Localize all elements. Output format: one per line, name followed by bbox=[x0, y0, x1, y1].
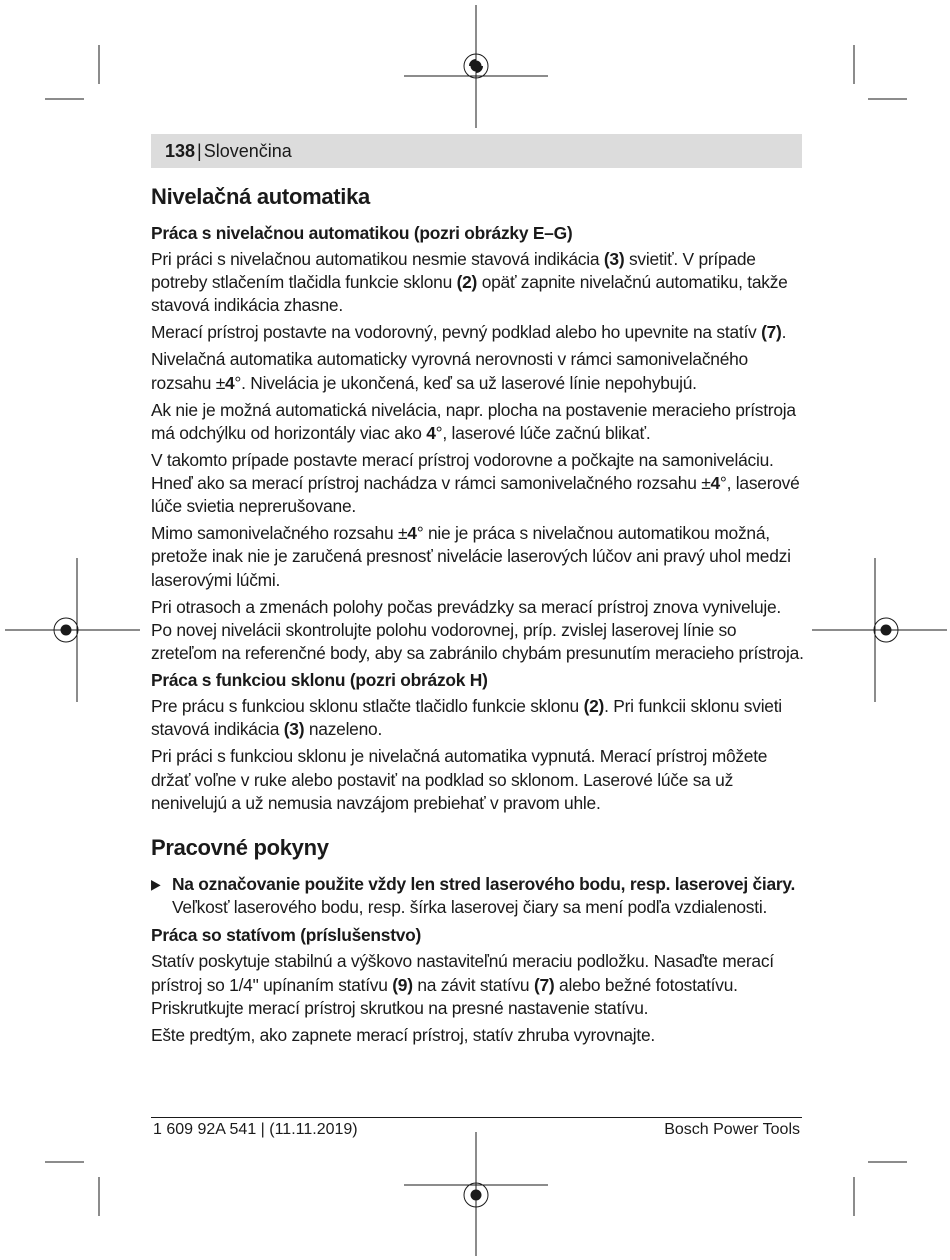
page-number: 138 bbox=[165, 141, 196, 161]
footer-rule bbox=[151, 1117, 802, 1118]
bullet-bold-text: Na označovanie použite vždy len stred laserového bodu, resp. laserovej čiary. bbox=[172, 874, 796, 895]
subsection-title-stativ: Práca so statívom (príslušenstvo) bbox=[151, 925, 422, 946]
paragraph: Pri práci s funkciou sklonu je nivelačná automatika vypnutá. Merací prístroj môžete držať voľne v ruke alebo postaviť na podklad so sklonom. Laserové lúče sa už nenivelujú a už nemusia navzájom prebiehať v pravom uhle. bbox=[151, 746, 768, 813]
subsection-title-funkcia-sklonu: Práca s funkciou sklonu (pozri obrázok H) bbox=[151, 670, 488, 691]
footer-document-number: 1 609 92A 541 | (11.11.2019) bbox=[153, 1121, 358, 1138]
paragraph: Merací prístroj postavte na vodorovný, pevný podklad alebo ho upevnite na statív (7). bbox=[151, 322, 787, 343]
page-header bbox=[165, 140, 292, 162]
page-content bbox=[151, 182, 806, 1051]
paragraph: Mimo samonivelačného rozsahu ±4° nie je práca s nivelačnou automatikou možná, pretože inak nie je zaručená presnosť nivelácie laserových lúčov ani pravý uhol medzi laserovými lúčmi. bbox=[151, 523, 791, 590]
paragraph: Ešte predtým, ako zapnete merací prístroj, statív zhruba vyrovnajte. bbox=[151, 1024, 655, 1045]
section-title-pracovne-pokyny: Pracovné pokyny bbox=[151, 835, 329, 861]
subsection-title-nivelacna-automatika: Práca s nivelačnou automatikou (pozri obrázky E–G) bbox=[151, 223, 573, 243]
triangle-bullet-icon: ▶ bbox=[151, 876, 161, 893]
paragraph: Ak nie je možná automatická nivelácia, napr. plocha na postavenie meracieho prístroja má odchýlku od horizontály viac ako 4°, laserové lúče začnú blikať. bbox=[151, 399, 796, 443]
paragraph: Pri otrasoch a zmenách polohy počas prevádzky sa merací prístroj znova vyniveluje. Po novej nivelácii skontrolujte polohu vodorovnej, príp. zvislej laserovej línie so zreteľom na referenčné body, aby sa zabránilo chybám presunutím meracieho prístroja. bbox=[151, 596, 804, 664]
paragraph: V takomto prípade postavte merací prístroj vodorovne a počkajte na samoniveláciu. Hneď ako sa merací prístroj nachádza v rámci samonivelačného rozsahu ±4°, laserové lúče svietia neprerušovane. bbox=[151, 449, 800, 517]
header-language: Slovenčina bbox=[203, 141, 292, 161]
section-title-nivelacna-automatika: Nivelačná automatika bbox=[151, 184, 370, 209]
paragraph: Statív poskytuje stabilnú a výškovo nastaviteľnú meraciu podložku. Nasaďte merací prístroj so 1/4" upínaním statívu (9) na závit statívu (7) alebo bežné fotostatívu. Priskrutkujte merací prístroj skrutkou na presné nastavenie statívu. bbox=[151, 951, 774, 1018]
footer-brand: Bosch Power Tools bbox=[664, 1121, 800, 1138]
paragraph: Pre prácu s funkciou sklonu stlačte tlačidlo funkcie sklonu (2). Pri funkcii sklonu svieti stavová indikácia (3) nazeleno. bbox=[151, 696, 782, 740]
bullet-item bbox=[151, 873, 806, 919]
bullet-text: Veľkosť laserového bodu, resp. šírka laserovej čiary sa mení podľa vzdialenosti. bbox=[172, 897, 768, 918]
paragraph: Pri práci s nivelačnou automatikou nesmie stavová indikácia (3) svietiť. V prípade potreby stlačením tlačidla funkcie sklonu (2) opäť zapnite nivelačnú automatiku, takže stavová indikácia zhasne. bbox=[151, 249, 788, 316]
paragraph: Nivelačná automatika automaticky vyrovná nerovnosti v rámci samonivelačného rozsahu ±4°. Nivelácia je ukončená, keď sa už laserové línie nepohybujú. bbox=[151, 349, 748, 393]
header-separator: | bbox=[197, 141, 202, 161]
